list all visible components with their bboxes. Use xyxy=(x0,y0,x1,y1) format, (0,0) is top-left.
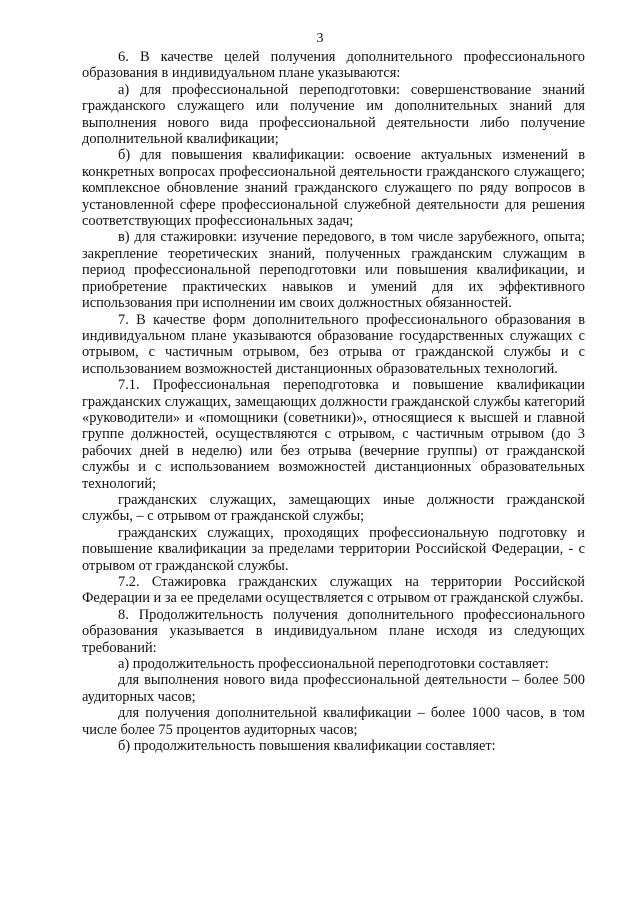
paragraph-8a-extra-qualification: для получения дополнительной квалификации – более 1000 часов, в том числе более 75 процентов аудиторных часов; xyxy=(82,705,585,738)
paragraph-7-2: 7.2. Стажировка гражданских служащих на территории Российской Федерации и за ее пределами осуществляется с отрывом от гражданской службы. xyxy=(82,574,585,607)
paragraph-7: 7. В качестве форм дополнительного профессионального образования в индивидуальном плане указываются образование государственных служащих с отрывом, с частичным отрывом, без отрыва от гражданской службы и с использованием возможностей дистанционных образовательных технологий. xyxy=(82,311,585,377)
paragraph-7-1-abroad: гражданских служащих, проходящих профессиональную подготовку и повышение квалификации за пределами территории Российской Федерации, - с отрывом от гражданской службы. xyxy=(82,524,585,574)
paragraph-6v: в) для стажировки: изучение передового, в том числе зарубежного, опыта; закрепление теоретических знаний, полученных гражданским служащим в период профессиональной переподготовки или повышения квалификации, и приобретение практических навыков и умений для их эффективного использования при исполнении им своих должностных обязанностей. xyxy=(82,229,585,312)
paragraph-6: 6. В качестве целей получения дополнительного профессионального образования в индивидуальном плане указываются: xyxy=(82,49,585,82)
paragraph-6a: а) для профессиональной переподготовки: совершенствование знаний гражданского служащего или получение им дополнительных знаний для выполнения нового вида профессиональной деятельности либо получение дополнительной квалификации; xyxy=(82,81,585,148)
paragraph-7-1-other-positions: гражданских служащих, замещающих иные должности гражданской службы, – с отрывом от гражданской службы; xyxy=(82,491,585,525)
paragraph-8: 8. Продолжительность получения дополнительного профессионального образования указывается в индивидуальном плане исходя из следующих требований: xyxy=(82,606,585,656)
paragraph-6b: б) для повышения квалификации: освоение актуальных изменений в конкретных вопросах профессиональной деятельности гражданского служащего; комплексное обновление знаний гражданского служащего по ряду вопросов в установленной сфере профессиональной служебной деятельности для решения соответствующих профессиональных задач; xyxy=(82,147,585,230)
paragraph-8a: а) продолжительность профессиональной переподготовки составляет: xyxy=(118,656,549,673)
paragraph-8a-new-activity: для выполнения нового вида профессиональной деятельности – более 500 аудиторных часов; xyxy=(82,672,585,705)
paragraph-8b: б) продолжительность повышения квалификации составляет: xyxy=(118,738,496,755)
document-body xyxy=(82,49,585,754)
paragraph-7-1: 7.1. Профессиональная переподготовка и повышение квалификации гражданских служащих, замещающих должности гражданской службы категорий «руководители» и «помощники (советники)», относящиеся к высшей и главной группе должностей, осуществляются с отрывом, с частичным отрывом (до 3 рабочих дней в неделю) или без отрыва (вечерние группы) от гражданской службы и с использованием возможностей дистанционных образовательных технологий; xyxy=(82,377,585,492)
page-number: 3 xyxy=(316,31,324,46)
